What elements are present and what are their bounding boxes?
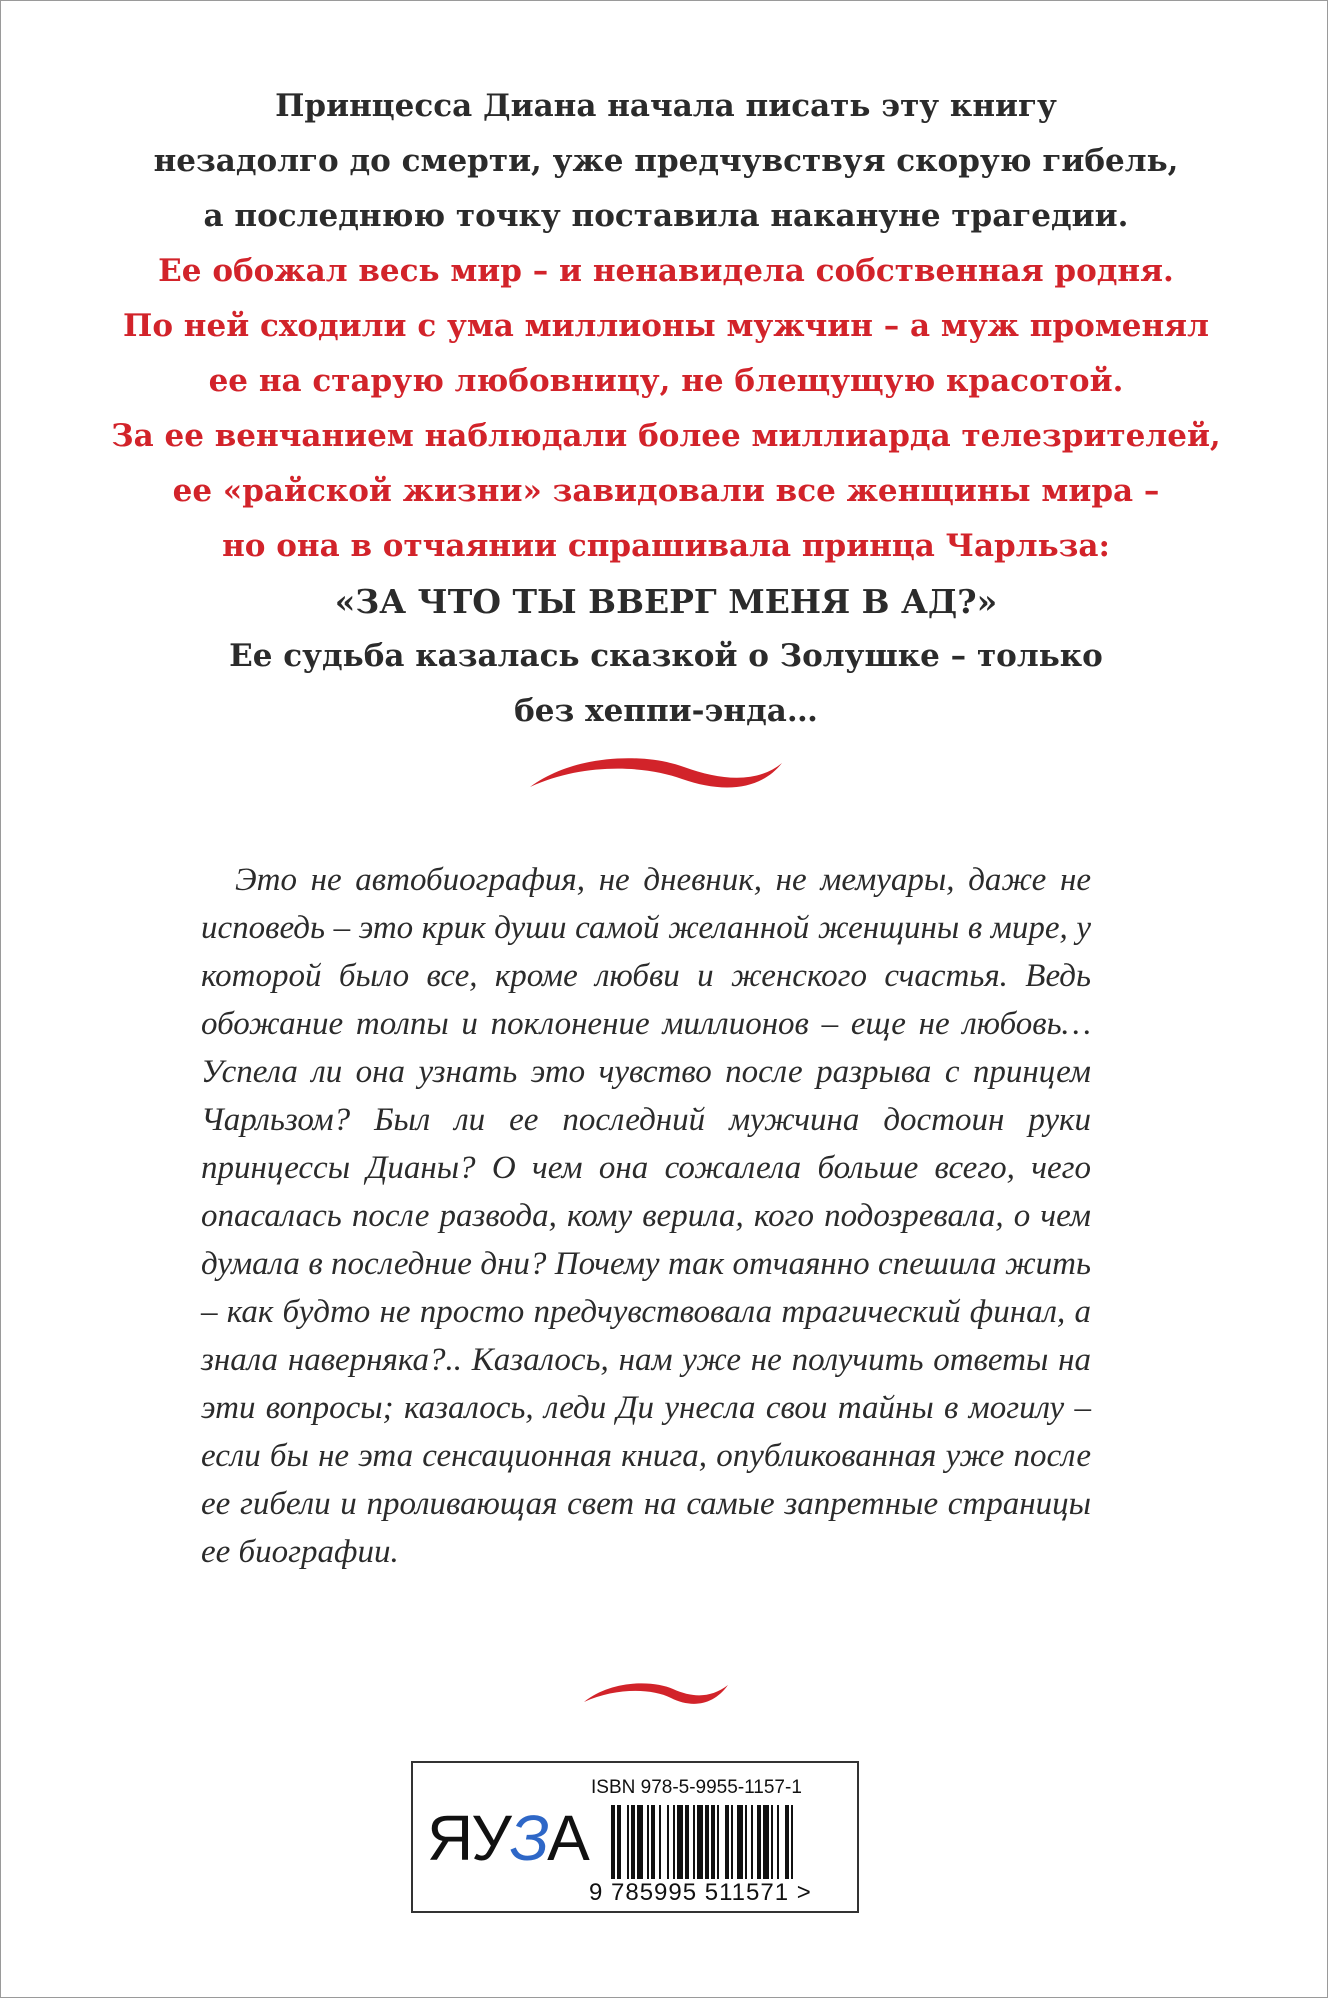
blurb-line: но она в отчаянии спрашивала принца Чарльза: bbox=[222, 528, 1110, 564]
barcode-bar bbox=[631, 1805, 635, 1879]
barcode-bar bbox=[771, 1805, 773, 1879]
barcode-bar bbox=[677, 1805, 683, 1879]
isbn-label: ISBN 978-5-9955-1157-1 bbox=[591, 1777, 802, 1798]
barcode-bar bbox=[659, 1805, 661, 1879]
blurb-line: незадолго до смерти, уже предчувствуя скорую гибель, bbox=[153, 143, 1179, 179]
barcode-bar bbox=[697, 1805, 703, 1879]
barcode-bar bbox=[791, 1805, 793, 1879]
barcode-bar bbox=[693, 1805, 695, 1879]
blurb-line: ее на старую любовницу, не блещущую красотой. bbox=[208, 363, 1124, 399]
barcode-bar bbox=[685, 1805, 689, 1879]
blurb-line: За ее венчанием наблюдали более миллиарда телезрителей, bbox=[111, 418, 1221, 454]
barcode-bar bbox=[667, 1805, 669, 1879]
barcode-bar bbox=[637, 1805, 643, 1879]
barcode-bar bbox=[651, 1805, 655, 1879]
blurb-line: ее «райской жизни» завидовали все женщины мира – bbox=[172, 473, 1160, 509]
blurb-line: По ней сходили с ума миллионы мужчин – а муж променял bbox=[123, 308, 1209, 344]
isbn-barcode-panel bbox=[411, 1761, 859, 1913]
red-swash-divider-bottom bbox=[581, 1676, 731, 1710]
barcode-bar bbox=[725, 1805, 729, 1879]
ean-digits: 9 785995 511571 > bbox=[589, 1879, 812, 1906]
blurb-line: без хеппи-энда… bbox=[514, 693, 818, 729]
publisher-logo: ЯУЗА bbox=[427, 1802, 588, 1874]
barcode-bar bbox=[785, 1805, 789, 1879]
barcode-bar bbox=[745, 1805, 747, 1879]
barcode-bar bbox=[705, 1805, 709, 1879]
blurb-line: Ее судьба казалась сказкой о Золушке – только bbox=[229, 638, 1103, 674]
barcode-bar bbox=[717, 1805, 719, 1879]
barcode-bar bbox=[627, 1805, 629, 1879]
barcode-bar bbox=[673, 1805, 675, 1879]
blurb-line: «ЗА ЧТО ТЫ ВВЕРГ МЕНЯ В АД?» bbox=[334, 582, 998, 621]
book-description: Это не автобиография, не дневник, не мемуары, даже не исповедь – это крик души самой желанной женщины в мире, у которой было все, кроме любви и женского счастья. Ведь обожание толпы и поклонение миллионов – еще не любовь… Успела ли она узнать это чувство после разрыва с принцем Чарльзом? Был ли ее последний мужчина достоин руки принцессы Дианы? О чем она сожалела больше всего, чего опасалась после развода, кому верила, кого подозревала, о чем думала в последние дни? Почему так отчаянно спешила жить – как будто не просто предчувствовала трагический финал, а знала наверняка?.. Казалось, нам уже не получить ответы на эти вопросы; казалось, леди Ди унесла свои тайны в могилу – если бы не эта сенсационная книга, опубликованная уже после ее гибели и проливающая свет на самые запретные страницы ее биографии. bbox=[201, 862, 1091, 1570]
barcode-bar bbox=[777, 1805, 779, 1879]
blurb-line: Ее обожал весь мир – и ненавидела собственная родня. bbox=[158, 253, 1174, 289]
barcode-bar bbox=[757, 1805, 761, 1879]
barcode-bar bbox=[711, 1805, 715, 1879]
barcode-bar bbox=[731, 1805, 733, 1879]
barcode-bar bbox=[611, 1805, 615, 1879]
blurb-line: а последнюю точку поставила накануне трагедии. bbox=[203, 198, 1129, 234]
blurb-line: Принцесса Диана начала писать эту книгу bbox=[275, 88, 1057, 124]
barcode-bar bbox=[751, 1805, 753, 1879]
cover-blurb bbox=[1, 79, 1330, 739]
barcode-bar bbox=[617, 1805, 621, 1879]
barcode-bar bbox=[647, 1805, 649, 1879]
barcode-bar bbox=[763, 1805, 769, 1879]
barcode-bars bbox=[611, 1805, 831, 1879]
red-swash-divider-top bbox=[526, 749, 786, 799]
barcode-bar bbox=[737, 1805, 743, 1879]
